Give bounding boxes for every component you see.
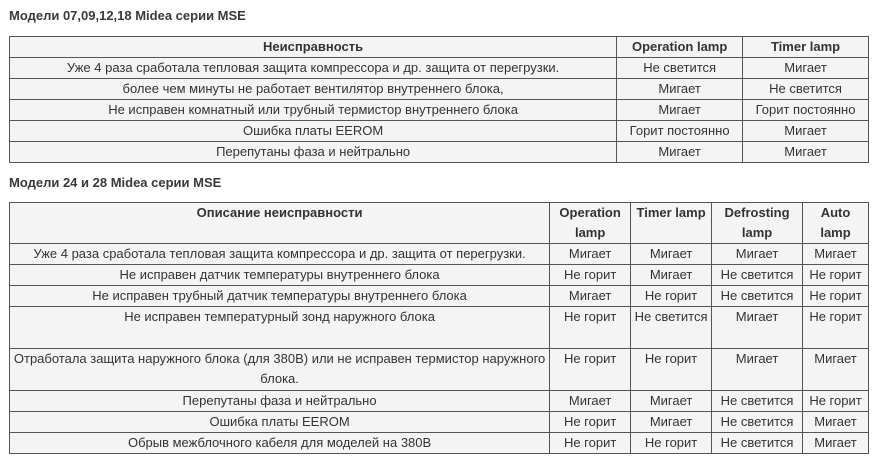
lamp-status: Мигает (631, 391, 712, 412)
lamp-status: Мигает (550, 286, 631, 307)
lamp-status: Не горит (550, 307, 631, 349)
lamp-status: Мигает (712, 244, 803, 265)
lamp-status: Мигает (631, 265, 712, 286)
lamp-status: Горит постоянно (617, 121, 743, 142)
section-title-mse-small: Модели 07,09,12,18 Midea серии MSE (9, 8, 246, 23)
lamp-status: Мигает (631, 412, 712, 433)
lamp-status: Мигает (617, 100, 743, 121)
lamp-status: Мигает (617, 142, 743, 163)
column-header: Operation lamp (550, 203, 631, 244)
lamp-status: Мигает (550, 244, 631, 265)
column-header: Timer lamp (631, 203, 712, 244)
table-row (10, 244, 869, 265)
lamp-status: Не светится (712, 412, 803, 433)
lamp-status: Мигает (803, 433, 869, 454)
fault-description: Не исправен трубный датчик температуры внутреннего блока (10, 286, 550, 307)
table-row (10, 100, 869, 121)
lamp-status: Не светится (631, 307, 712, 349)
lamp-status: Не горит (550, 265, 631, 286)
lamp-status: Не горит (631, 286, 712, 307)
lamp-status: Не горит (803, 265, 869, 286)
table-row (10, 391, 869, 412)
table-row (10, 79, 869, 100)
fault-description: Уже 4 раза сработала тепловая защита компрессора и др. защита от перегрузки. (10, 244, 550, 265)
table-row (10, 307, 869, 349)
column-header: Auto lamp (803, 203, 869, 244)
lamp-status: Не светится (712, 433, 803, 454)
lamp-status: Мигает (550, 391, 631, 412)
fault-table-mse-large (9, 202, 869, 454)
fault-description: Не исправен температурный зонд наружного блока (10, 307, 550, 349)
lamp-status: Мигает (712, 349, 803, 391)
fault-description: Не исправен датчик температуры внутреннего блока (10, 265, 550, 286)
lamp-status: Не горит (550, 433, 631, 454)
lamp-status: Мигает (617, 79, 743, 100)
table-row (10, 142, 869, 163)
table-header-row (10, 37, 869, 58)
fault-description: Перепутаны фаза и нейтрально (10, 391, 550, 412)
fault-description: более чем минуты не работает вентилятор внутреннего блока, (10, 79, 617, 100)
lamp-status: Не горит (631, 433, 712, 454)
lamp-status: Мигает (712, 307, 803, 349)
lamp-status: Не светится (712, 265, 803, 286)
column-header: Defrosting lamp (712, 203, 803, 244)
table-row (10, 412, 869, 433)
table-row (10, 121, 869, 142)
column-header: Timer lamp (743, 37, 869, 58)
lamp-status: Мигает (803, 412, 869, 433)
column-header: Описание неисправности (10, 203, 550, 244)
fault-description: Отработала защита наружного блока (для 380В) или не исправен термистор наружного блока. (10, 349, 550, 391)
fault-description: Перепутаны фаза и нейтрально (10, 142, 617, 163)
lamp-status: Не горит (550, 412, 631, 433)
fault-description: Не исправен комнатный или трубный термистор внутреннего блока (10, 100, 617, 121)
lamp-status: Мигает (803, 244, 869, 265)
lamp-status: Не светится (617, 58, 743, 79)
fault-description: Обрыв межблочного кабеля для моделей на 380В (10, 433, 550, 454)
lamp-status: Мигает (743, 142, 869, 163)
table-row (10, 433, 869, 454)
lamp-status: Мигает (743, 121, 869, 142)
lamp-status: Не горит (803, 286, 869, 307)
lamp-status: Мигает (743, 58, 869, 79)
fault-description: Ошибка платы EEROM (10, 412, 550, 433)
lamp-status: Не горит (550, 349, 631, 391)
table-row (10, 58, 869, 79)
section-title-mse-large: Модели 24 и 28 Midea серии MSE (9, 175, 222, 190)
lamp-status: Не светится (743, 79, 869, 100)
table-header-row (10, 203, 869, 244)
table-row (10, 286, 869, 307)
fault-description: Ошибка платы EEROM (10, 121, 617, 142)
lamp-status: Не горит (631, 349, 712, 391)
lamp-status: Не светится (712, 286, 803, 307)
column-header: Неисправность (10, 37, 617, 58)
column-header: Operation lamp (617, 37, 743, 58)
table-row (10, 265, 869, 286)
table-row (10, 349, 869, 391)
lamp-status: Мигает (803, 349, 869, 391)
lamp-status: Не горит (803, 391, 869, 412)
lamp-status: Не горит (803, 307, 869, 349)
fault-description: Уже 4 раза сработала тепловая защита компрессора и др. защита от перегрузки. (10, 58, 617, 79)
lamp-status: Горит постоянно (743, 100, 869, 121)
lamp-status: Не светится (712, 391, 803, 412)
lamp-status: Мигает (631, 244, 712, 265)
fault-table-mse-small (9, 36, 869, 163)
